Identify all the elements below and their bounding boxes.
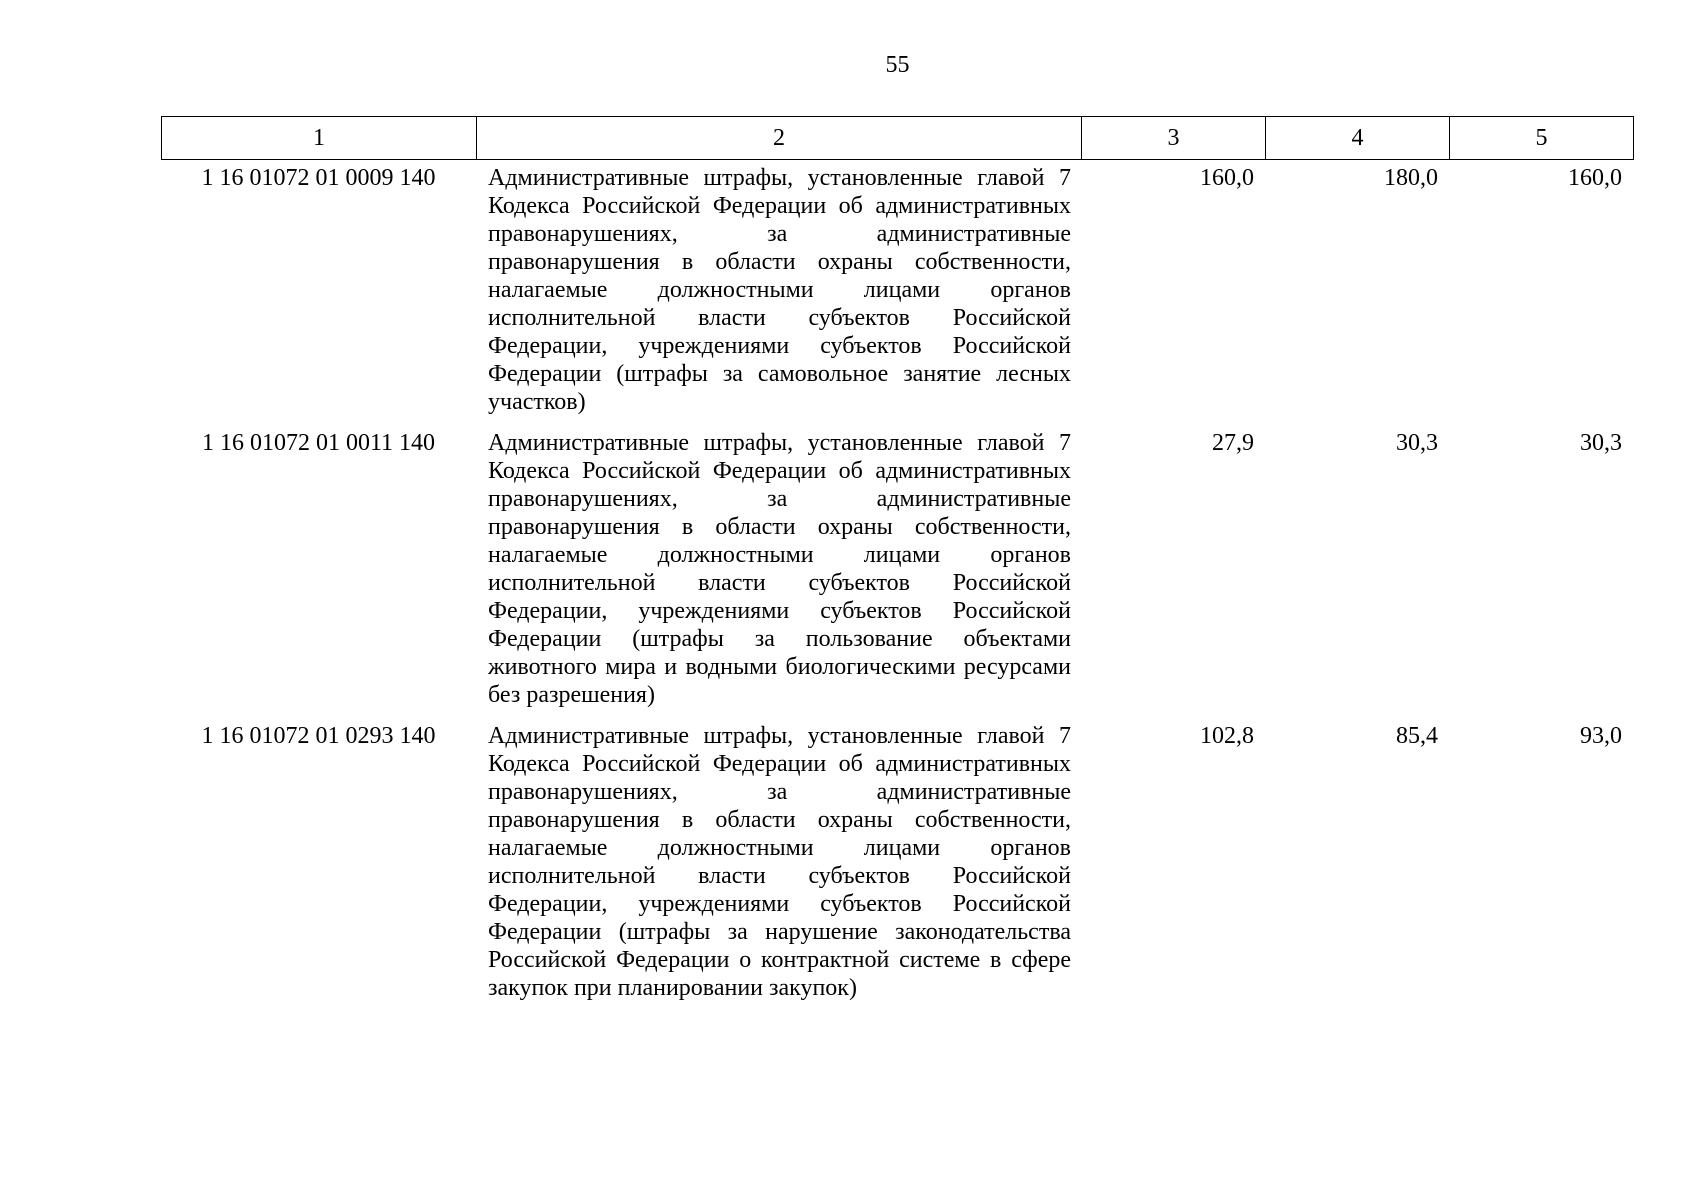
table-row	[161, 722, 1633, 1015]
header-cell-4: 4	[1266, 117, 1450, 160]
row-value-col5: 93,0	[1580, 723, 1622, 749]
table-body	[161, 164, 1633, 1015]
header-row	[162, 117, 1634, 160]
row-code: 1 16 01072 01 0009 140	[201, 165, 436, 191]
table-header	[161, 116, 1634, 160]
table-row	[161, 164, 1633, 429]
row-description: Административные штрафы, установленные главой 7 Кодекса Российской Федерации об административных правонарушениях, за административные правонарушения в области охраны собственности, налагаемые должностными лицами органов исполнительной власти субъектов Российской Федерации, учреждениями субъектов Российской Федерации (штрафы за нарушение законодательства Российской Федерации о контрактной системе в сфере закупок при планировании закупок)	[488, 723, 1071, 1001]
row-code: 1 16 01072 01 0293 140	[201, 723, 436, 749]
row-value-col4: 85,4	[1396, 723, 1438, 749]
row-code: 1 16 01072 01 0011 140	[201, 430, 436, 456]
page-number: 55	[885, 52, 910, 78]
header-cell-2: 2	[477, 117, 1082, 160]
row-value-col5: 160,0	[1568, 165, 1622, 191]
row-value-col3: 160,0	[1200, 165, 1254, 191]
table-row	[161, 429, 1633, 722]
row-description: Административные штрафы, установленные главой 7 Кодекса Российской Федерации об административных правонарушениях, за административные правонарушения в области охраны собственности, налагаемые должностными лицами органов исполнительной власти субъектов Российской Федерации, учреждениями субъектов Российской Федерации (штрафы за пользование объектами животного мира и водными биологическими ресурсами без разрешения)	[488, 430, 1071, 708]
row-value-col3: 27,9	[1212, 430, 1254, 456]
row-value-col5: 30,3	[1580, 430, 1622, 456]
row-description: Административные штрафы, установленные главой 7 Кодекса Российской Федерации об административных правонарушениях, за административные правонарушения в области охраны собственности, налагаемые должностными лицами органов исполнительной власти субъектов Российской Федерации, учреждениями субъектов Российской Федерации (штрафы за самовольное занятие лесных участков)	[488, 165, 1071, 415]
header-cell-1: 1	[162, 117, 477, 160]
row-value-col3: 102,8	[1200, 723, 1254, 749]
header-cell-5: 5	[1450, 117, 1634, 160]
header-cell-3: 3	[1082, 117, 1266, 160]
row-value-col4: 180,0	[1384, 165, 1438, 191]
row-value-col4: 30,3	[1396, 430, 1438, 456]
